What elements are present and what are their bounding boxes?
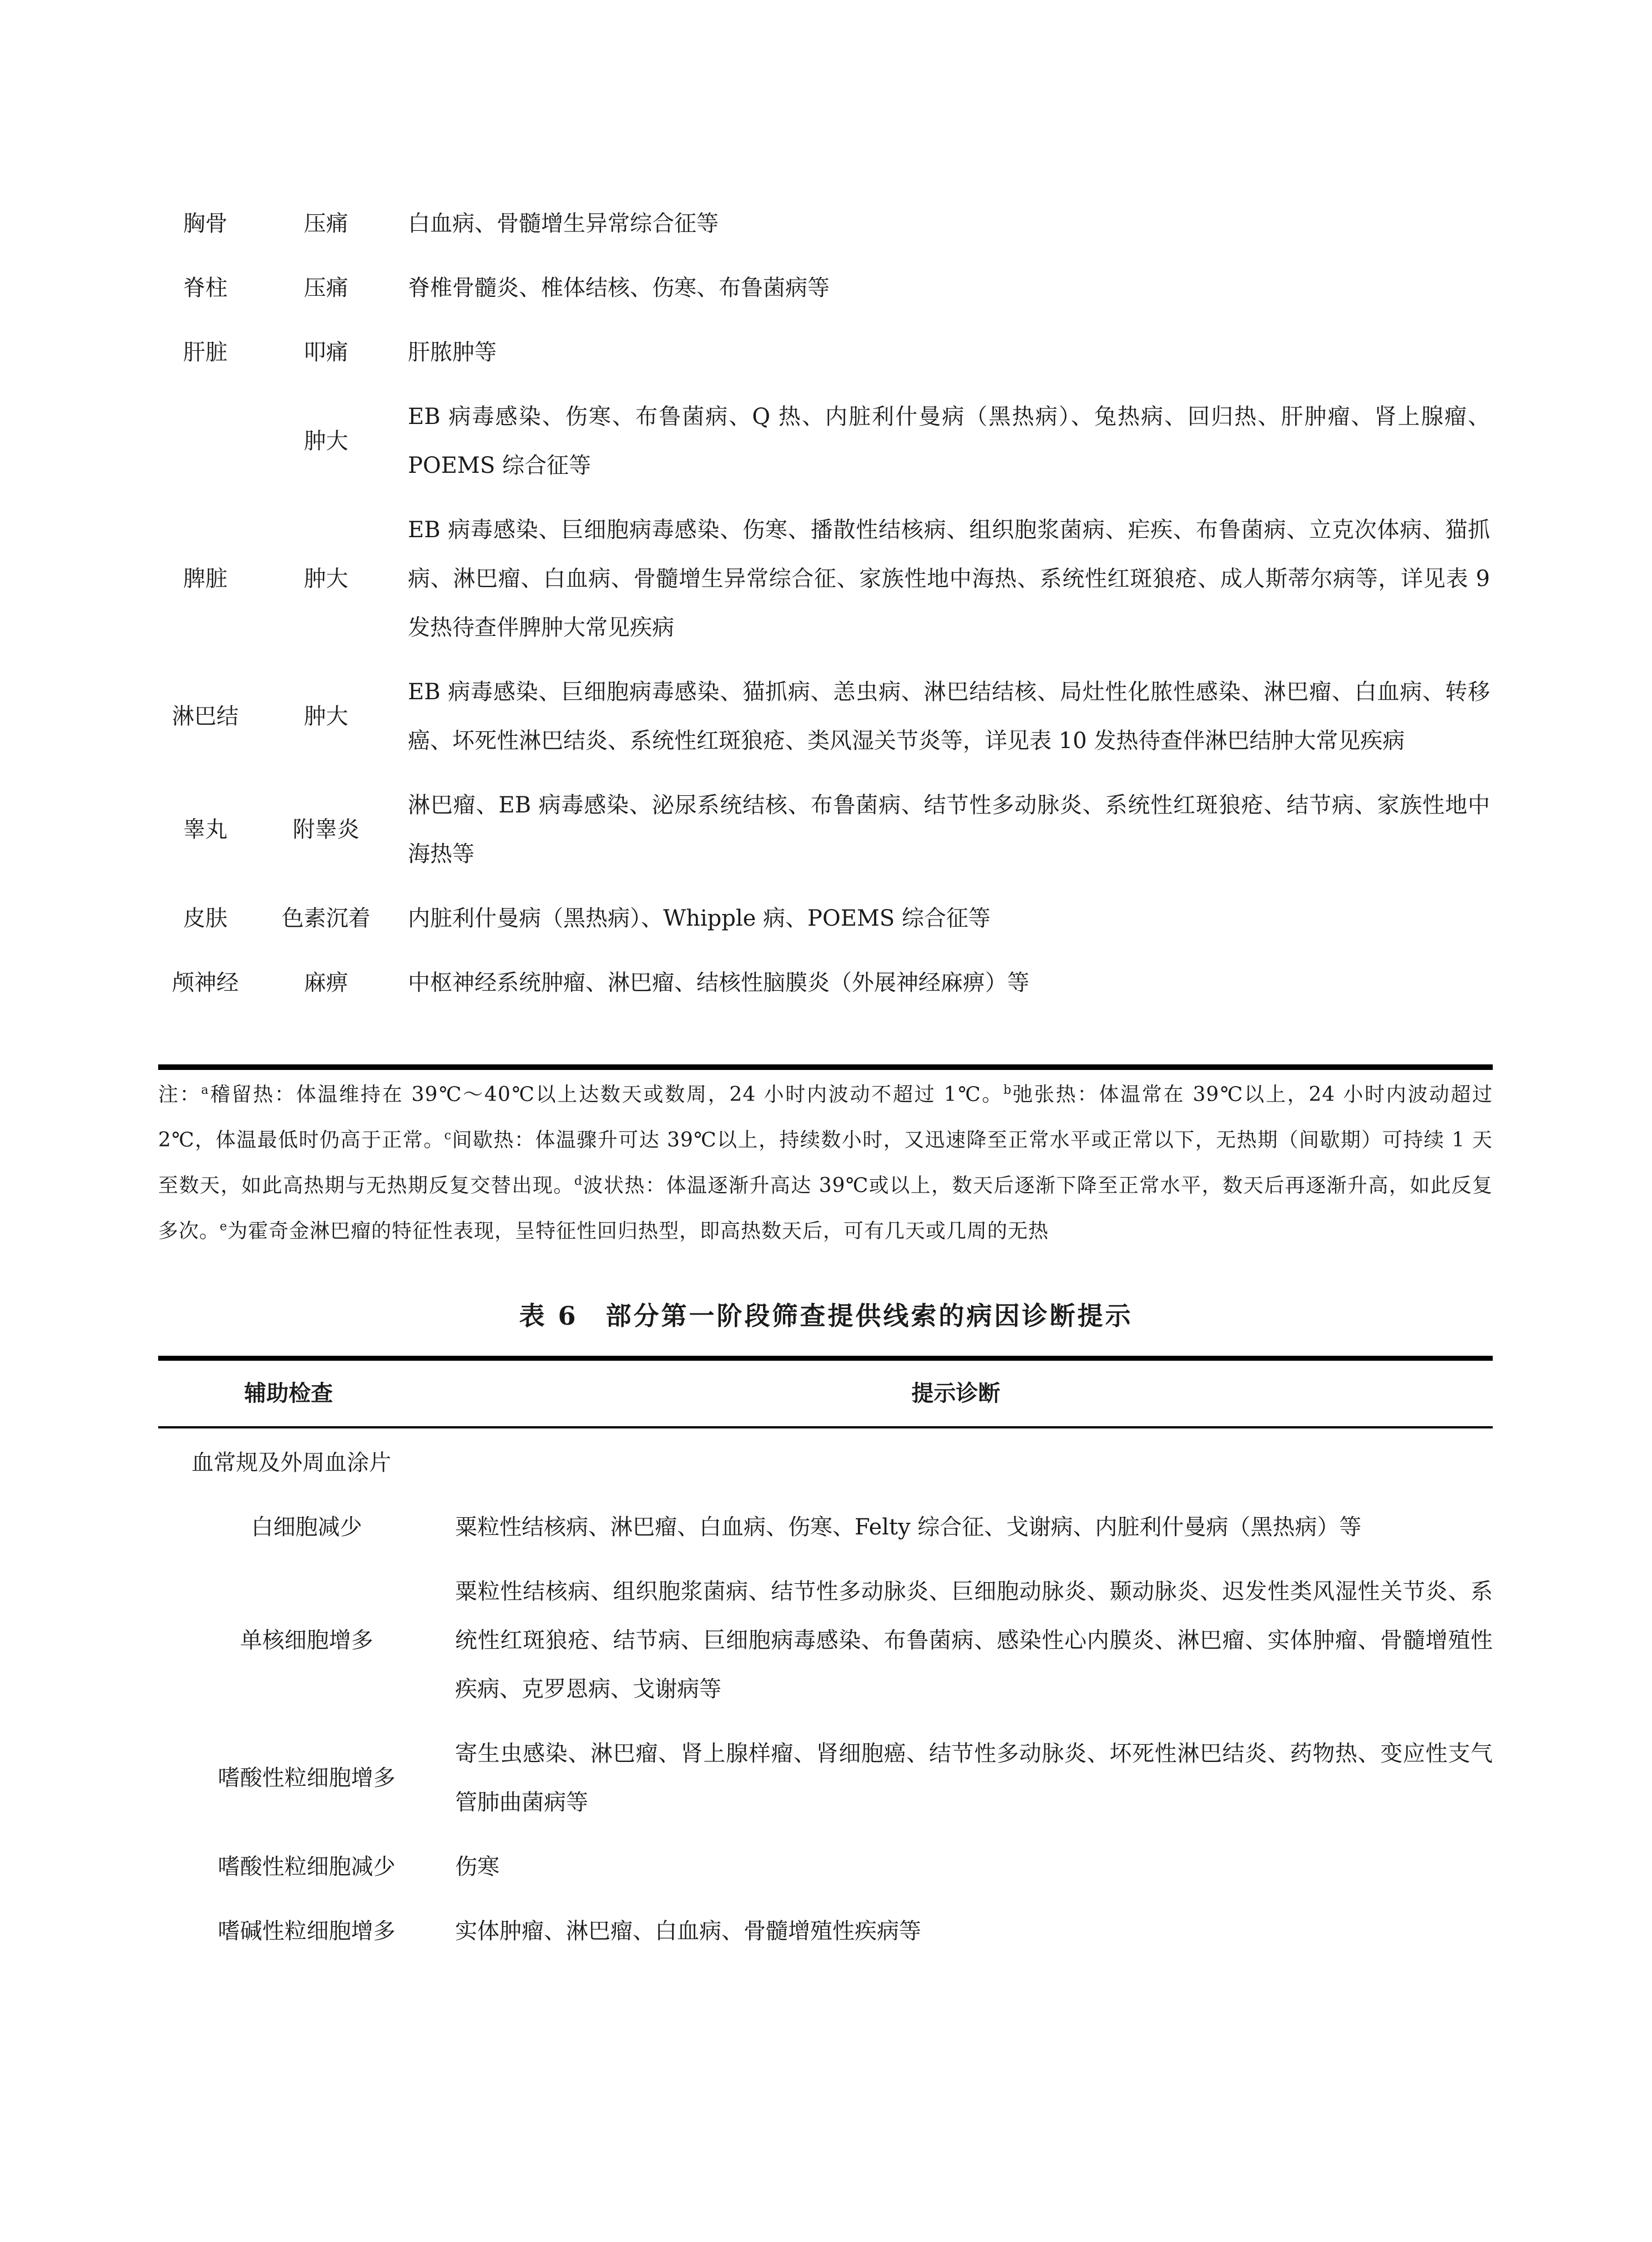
table5-continuation	[158, 191, 1490, 1015]
table-row	[158, 1721, 1493, 1835]
diseases: 中枢神经系统肿瘤、淋巴瘤、结核性脑膜炎（外展神经麻痹）等	[408, 970, 1029, 996]
sign: 附睾炎	[292, 817, 360, 842]
table-row	[158, 320, 1490, 385]
table6-caption: 表 6 部分第一阶段筛查提供线索的病因诊断提示	[519, 1301, 1133, 1331]
diagnosis: 粟粒性结核病、淋巴瘤、白血病、伤寒、Felty 综合征、戈谢病、内脏利什曼病（黑热病）等	[455, 1514, 1362, 1540]
exam: 单核细胞增多	[240, 1628, 373, 1653]
note-mark-e: e	[220, 1220, 228, 1234]
exam: 嗜碱性粒细胞增多	[218, 1918, 396, 1944]
group-label: 血常规及外周血涂片	[191, 1450, 391, 1476]
body-part: 胸骨	[183, 211, 228, 236]
sign: 肿大	[304, 704, 348, 729]
body-part: 皮肤	[183, 906, 228, 931]
body-part: 睾丸	[183, 817, 228, 842]
note-b: 弛张热：体温常在 39℃以上，24 小时内波动超过 2℃，体温最低时仍高于正常。	[158, 1083, 1493, 1152]
table-row	[158, 1559, 1493, 1721]
body-part: 淋巴结	[172, 704, 239, 729]
sign: 肿大	[304, 566, 348, 592]
header-diagnosis: 提示诊断	[911, 1380, 1001, 1406]
table-row	[158, 256, 1490, 320]
table-row	[158, 886, 1490, 951]
diagnosis: 粟粒性结核病、组织胞浆菌病、结节性多动脉炎、巨细胞动脉炎、颞动脉炎、迟发性类风湿性关节炎、系统性红斑狼疮、结节病、巨细胞病毒感染、布鲁菌病、感染性心内膜炎、淋巴瘤、实体肿瘤、骨髓增殖性疾病、克罗恩病、戈谢病等	[455, 1579, 1493, 1702]
table6-header	[158, 1361, 1493, 1426]
table-row	[158, 1835, 1493, 1899]
body-part: 颅神经	[172, 970, 239, 996]
sign: 压痛	[304, 211, 348, 236]
table-row	[158, 1495, 1493, 1559]
note-mark-c: c	[444, 1129, 452, 1143]
header-exam: 辅助检查	[244, 1380, 333, 1406]
table6-top-rule	[158, 1356, 1493, 1361]
table6-body	[158, 1431, 1493, 1963]
table5-bottom-rule	[158, 1064, 1493, 1070]
diagnosis: 伤寒	[455, 1854, 499, 1880]
sign: 肿大	[304, 428, 348, 454]
diseases: EB 病毒感染、伤寒、布鲁菌病、Q 热、内脏利什曼病（黑热病）、兔热病、回归热、肝肿瘤、肾上腺瘤、POEMS 综合征等	[408, 404, 1490, 478]
note-d: 波状热：体温逐渐升高达 39℃或以上，数天后逐渐下降至正常水平，数天后再逐渐升高，如此反复多次。	[158, 1174, 1493, 1243]
body-part: 肝脏	[183, 340, 228, 365]
note-a: 稽留热：体温维持在 39℃～40℃以上达数天或数周，24 小时内波动不超过 1℃。	[209, 1083, 1004, 1106]
table-row	[158, 773, 1490, 886]
note-e: 为霍奇金淋巴瘤的特征性表现，呈特征性回归热型，即高热数天后，可有几天或几周的无热	[228, 1220, 1049, 1243]
note-c: 间歇热：体温骤升可达 39℃以上，持续数小时，又迅速降至正常水平或正常以下，无热期（间歇期）可持续 1 天至数天，如此高热期与无热期反复交替出现。	[158, 1129, 1493, 1197]
table6-header-rule	[158, 1426, 1493, 1428]
diagnosis: 实体肿瘤、淋巴瘤、白血病、骨髓增殖性疾病等	[455, 1918, 921, 1944]
note-mark-b: b	[1003, 1083, 1012, 1097]
table-row	[158, 660, 1490, 773]
diseases: 淋巴瘤、EB 病毒感染、泌尿系统结核、布鲁菌病、结节性多动脉炎、系统性红斑狼疮、结节病、家族性地中海热等	[408, 792, 1490, 867]
table-row	[158, 1899, 1493, 1963]
table-row	[158, 385, 1490, 498]
sign: 压痛	[304, 275, 348, 301]
note-mark-d: d	[574, 1174, 583, 1188]
diseases: 肝脓肿等	[408, 340, 497, 365]
diseases: 脊椎骨髓炎、椎体结核、伤寒、布鲁菌病等	[408, 275, 830, 301]
diseases: 白血病、骨髓增生异常综合征等	[408, 211, 719, 236]
diseases: EB 病毒感染、巨细胞病毒感染、伤寒、播散性结核病、组织胞浆菌病、疟疾、布鲁菌病、立克次体病、猫抓病、淋巴瘤、白血病、骨髓增生异常综合征、家族性地中海热、系统性红斑狼疮、成人斯蒂尔病等，详见表 9 发热待查伴脾肿大常见疾病	[408, 517, 1490, 640]
note-prefix: 注：	[158, 1083, 201, 1106]
diagnosis: 寄生虫感染、淋巴瘤、肾上腺样瘤、肾细胞癌、结节性多动脉炎、坏死性淋巴结炎、药物热、变应性支气管肺曲菌病等	[455, 1741, 1493, 1815]
table-row	[158, 498, 1490, 660]
note-mark-a: a	[201, 1083, 209, 1097]
body-part	[158, 385, 252, 498]
diseases: 内脏利什曼病（黑热病）、Whipple 病、POEMS 综合征等	[408, 906, 991, 931]
sign: 麻痹	[304, 970, 348, 996]
table-row	[158, 191, 1490, 256]
group-row	[158, 1431, 1493, 1495]
table-row	[158, 951, 1490, 1015]
exam: 嗜酸性粒细胞减少	[218, 1854, 396, 1880]
exam: 白细胞减少	[251, 1514, 362, 1540]
table5-footnotes	[158, 1072, 1493, 1254]
body-part: 脾脏	[183, 566, 228, 592]
exam: 嗜酸性粒细胞增多	[218, 1765, 396, 1791]
diseases: EB 病毒感染、巨细胞病毒感染、猫抓病、恙虫病、淋巴结结核、局灶性化脓性感染、淋巴瘤、白血病、转移癌、坏死性淋巴结炎、系统性红斑狼疮、类风湿关节炎等，详见表 10 发热待查伴淋巴结肿大常见疾病	[408, 679, 1490, 754]
sign: 叩痛	[304, 340, 348, 365]
body-part: 脊柱	[183, 275, 228, 301]
sign: 色素沉着	[281, 906, 371, 931]
